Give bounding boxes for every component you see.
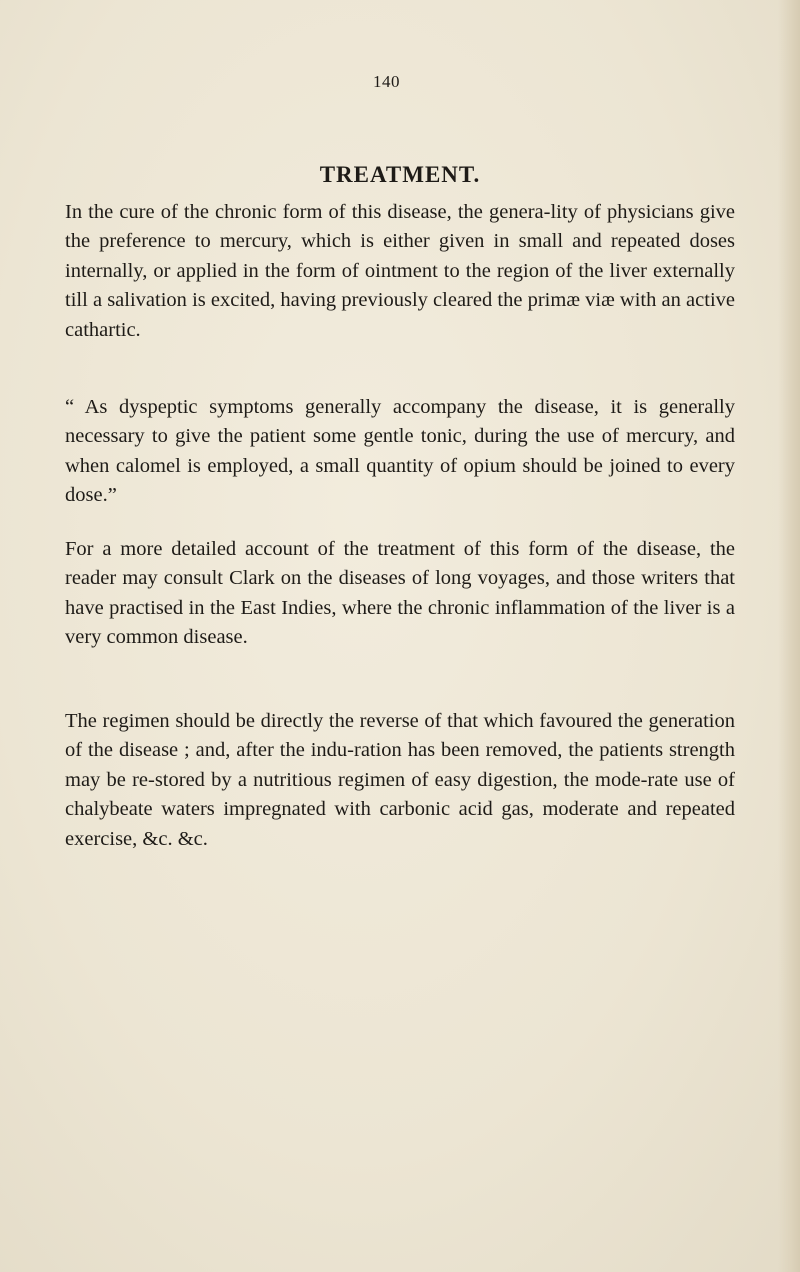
paragraph-regimen: The regimen should be directly the reverse of that which favoured the generation of the disease ; and, after the indu-ration has been removed, the patients strength may be re-stored by a nutritious regimen of easy digestion, the mode-rate use of chalybeate waters impregnated with carbonic acid gas, moderate and repeated exercise, &c. &c. <box>65 710 735 850</box>
paragraph-mercury-treatment: In the cure of the chronic form of this disease, the genera-lity of physicians give the preference to mercury, which is either given in small and repeated doses internally, or applied in the form of ointment to the region of the liver externally till a salivation is excited, having previously cleared the primæ viæ with an active cathartic. <box>65 201 735 341</box>
section-heading: TREATMENT. <box>319 162 481 187</box>
page-edge-shadow <box>778 0 800 1272</box>
page-number: 140 <box>373 72 400 91</box>
paragraph-dyspeptic-quote: “ As dyspeptic symptoms generally accompany the disease, it is generally necessary to give the patient some gentle tonic, during the use of mercury, and when calomel is employed, a small quantity of opium should be joined to every dose.” <box>65 396 735 507</box>
paragraph-further-reading: For a more detailed account of the treatment of this form of the disease, the reader may consult Clark on the diseases of long voyages, and those writers that have practised in the East Indies, where the chronic inflammation of the liver is a very common disease. <box>65 538 735 649</box>
